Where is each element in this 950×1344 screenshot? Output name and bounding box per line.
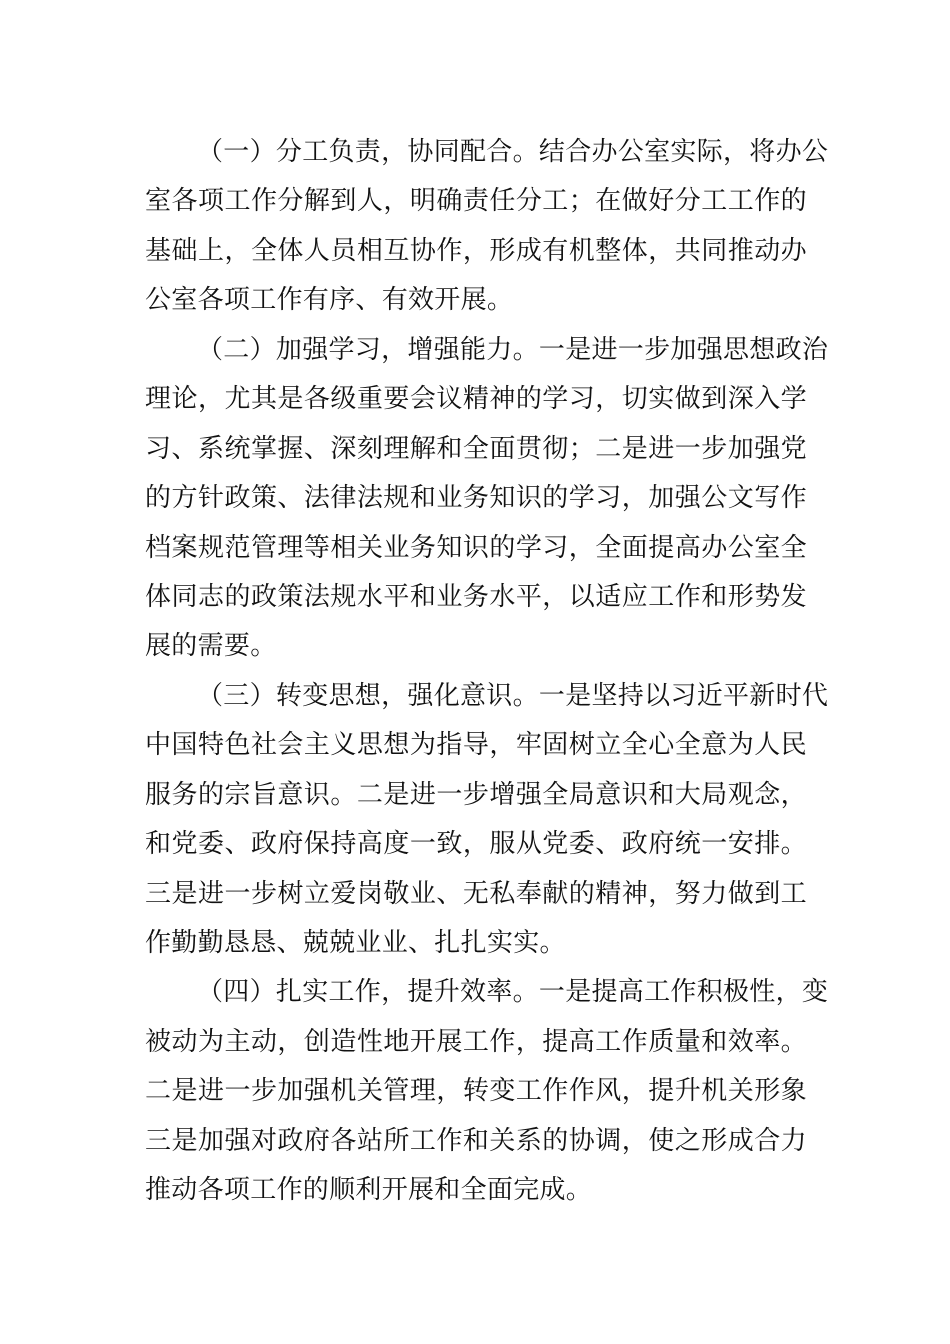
text-line: （二）加强学习，增强能力。一是进一步加强思想政治 [197, 334, 829, 365]
text-line: （四）扎实工作，提升效率。一是提高工作积极性，变 [197, 977, 829, 1008]
text-line: 基础上，全体人员相互协作，形成有机整体，共同推动办 [145, 235, 807, 266]
paragraph-1 [145, 128, 829, 326]
text-line: 公室各项工作有序、有效开展。 [145, 285, 514, 316]
text-line: 被动为主动，创造性地开展工作，提高工作质量和效率。 [145, 1026, 807, 1057]
text-line: 三是加强对政府各站所工作和关系的协调，使之形成合力 [145, 1125, 807, 1156]
text-line: 和党委、政府保持高度一致，服从党委、政府统一安排。 [145, 829, 807, 860]
text-line: 体同志的政策法规水平和业务水平，以适应工作和形势发 [145, 581, 807, 612]
text-line: 展的需要。 [145, 631, 277, 662]
paragraph-2 [145, 326, 829, 672]
paragraph-4 [145, 968, 829, 1215]
text-line: 档案规范管理等相关业务知识的学习，全面提高办公室全 [145, 532, 807, 563]
document-body [145, 128, 829, 1216]
text-line: 室各项工作分解到人，明确责任分工；在做好分工工作的 [145, 186, 807, 217]
text-line: 的方针政策、法律法规和业务知识的学习，加强公文写作 [145, 483, 807, 514]
text-line: 三是进一步树立爱岗敬业、无私奉献的精神，努力做到工 [145, 878, 807, 909]
paragraph-3 [145, 672, 829, 969]
text-line: 二是进一步加强机关管理，转变工作作风，提升机关形象 [145, 1076, 807, 1107]
text-line: 作勤勤恳恳、兢兢业业、扎扎实实。 [145, 928, 566, 958]
text-line: 推动各项工作的顺利开展和全面完成。 [145, 1175, 593, 1206]
text-line: 服务的宗旨意识。二是进一步增强全局意识和大局观念， [145, 779, 807, 810]
text-line: 中国特色社会主义思想为指导，牢固树立全心全意为人民 [145, 730, 807, 761]
text-line: （三）转变思想，强化意识。一是坚持以习近平新时代 [197, 680, 829, 711]
text-line: （一）分工负责，协同配合。结合办公室实际，将办公 [197, 137, 829, 167]
text-line: 理论，尤其是各级重要会议精神的学习，切实做到深入学 [145, 384, 807, 415]
text-line: 习、系统掌握、深刻理解和全面贯彻；二是进一步加强党 [145, 433, 807, 464]
